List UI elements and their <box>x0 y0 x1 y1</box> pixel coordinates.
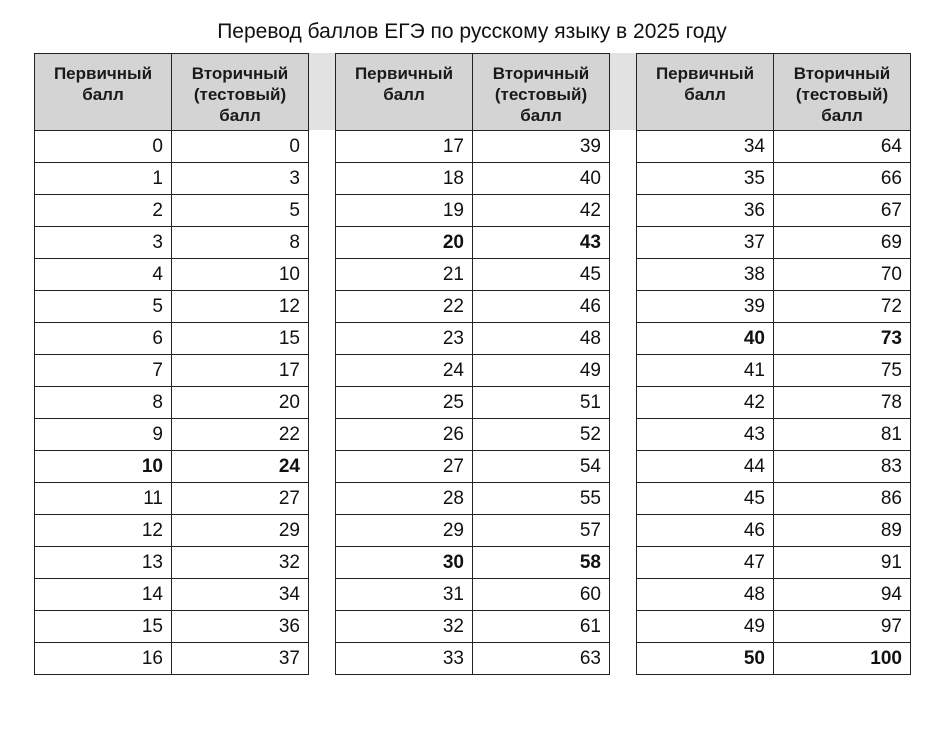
primary-score-cell: 22 <box>336 291 473 323</box>
table-row <box>637 419 911 451</box>
table-row <box>336 483 610 515</box>
table-row <box>336 579 610 611</box>
header-secondary-score <box>774 54 911 131</box>
secondary-score-cell: 94 <box>774 579 911 611</box>
secondary-score-cell: 57 <box>473 515 610 547</box>
primary-score-cell: 43 <box>637 419 774 451</box>
secondary-score-cell: 60 <box>473 579 610 611</box>
primary-score-cell: 8 <box>35 387 172 419</box>
table-row <box>637 387 911 419</box>
table-row <box>336 131 610 163</box>
primary-score-cell: 28 <box>336 483 473 515</box>
secondary-score-cell: 8 <box>172 227 309 259</box>
primary-score-cell: 48 <box>637 579 774 611</box>
secondary-score-cell: 72 <box>774 291 911 323</box>
table-row <box>637 451 911 483</box>
table-row <box>35 227 309 259</box>
secondary-score-cell: 36 <box>172 611 309 643</box>
table-header-row <box>35 54 309 131</box>
primary-score-cell: 31 <box>336 579 473 611</box>
primary-score-cell: 41 <box>637 355 774 387</box>
table-row <box>336 515 610 547</box>
secondary-score-cell: 61 <box>473 611 610 643</box>
table-row <box>637 163 911 195</box>
secondary-score-cell: 29 <box>172 515 309 547</box>
secondary-score-cell: 83 <box>774 451 911 483</box>
table-body <box>637 131 911 675</box>
header-secondary-label: Вторичный (тестовый) балл <box>492 64 590 125</box>
table-row <box>637 323 911 355</box>
table-row <box>35 195 309 227</box>
primary-score-cell: 21 <box>336 259 473 291</box>
secondary-score-cell: 81 <box>774 419 911 451</box>
header-secondary-label: Вторичный (тестовый) балл <box>191 64 289 125</box>
header-secondary-label: Вторичный (тестовый) балл <box>793 64 891 125</box>
table-row <box>637 259 911 291</box>
primary-score-cell: 34 <box>637 131 774 163</box>
table-row <box>637 131 911 163</box>
primary-score-cell: 50 <box>637 643 774 675</box>
primary-score-cell: 6 <box>35 323 172 355</box>
header-secondary-score <box>473 54 610 131</box>
header-gutter-1 <box>306 53 335 130</box>
secondary-score-cell: 45 <box>473 259 610 291</box>
secondary-score-cell: 91 <box>774 547 911 579</box>
header-primary-score <box>35 54 172 131</box>
primary-score-cell: 37 <box>637 227 774 259</box>
primary-score-cell: 4 <box>35 259 172 291</box>
secondary-score-cell: 63 <box>473 643 610 675</box>
secondary-score-cell: 70 <box>774 259 911 291</box>
primary-score-cell: 45 <box>637 483 774 515</box>
table-row <box>637 515 911 547</box>
table-row <box>35 547 309 579</box>
table-header-row <box>336 54 610 131</box>
table-row <box>637 483 911 515</box>
table-row <box>35 611 309 643</box>
header-secondary-score <box>172 54 309 131</box>
primary-score-cell: 13 <box>35 547 172 579</box>
secondary-score-cell: 20 <box>172 387 309 419</box>
secondary-score-cell: 15 <box>172 323 309 355</box>
table-row <box>637 195 911 227</box>
secondary-score-cell: 12 <box>172 291 309 323</box>
table-row <box>35 163 309 195</box>
table-row <box>35 323 309 355</box>
primary-score-cell: 40 <box>637 323 774 355</box>
page-title: Перевод баллов ЕГЭ по русскому языку в 2025 году <box>217 20 727 43</box>
secondary-score-cell: 75 <box>774 355 911 387</box>
primary-score-cell: 23 <box>336 323 473 355</box>
table-row <box>637 227 911 259</box>
table-row <box>336 547 610 579</box>
secondary-score-cell: 24 <box>172 451 309 483</box>
table-row <box>336 419 610 451</box>
table-row <box>336 643 610 675</box>
table-row <box>35 259 309 291</box>
secondary-score-cell: 46 <box>473 291 610 323</box>
table-body <box>336 131 610 675</box>
secondary-score-cell: 39 <box>473 131 610 163</box>
secondary-score-cell: 3 <box>172 163 309 195</box>
header-primary-score <box>637 54 774 131</box>
secondary-score-cell: 66 <box>774 163 911 195</box>
table-row <box>336 227 610 259</box>
primary-score-cell: 17 <box>336 131 473 163</box>
score-table-1 <box>34 53 309 675</box>
secondary-score-cell: 43 <box>473 227 610 259</box>
secondary-score-cell: 58 <box>473 547 610 579</box>
secondary-score-cell: 78 <box>774 387 911 419</box>
primary-score-cell: 42 <box>637 387 774 419</box>
secondary-score-cell: 17 <box>172 355 309 387</box>
secondary-score-cell: 49 <box>473 355 610 387</box>
primary-score-cell: 10 <box>35 451 172 483</box>
secondary-score-cell: 5 <box>172 195 309 227</box>
table-row <box>35 355 309 387</box>
header-primary-label: Первичный балл <box>354 64 454 104</box>
secondary-score-cell: 42 <box>473 195 610 227</box>
primary-score-cell: 25 <box>336 387 473 419</box>
table-row <box>35 419 309 451</box>
primary-score-cell: 44 <box>637 451 774 483</box>
primary-score-cell: 0 <box>35 131 172 163</box>
table-row <box>336 291 610 323</box>
primary-score-cell: 5 <box>35 291 172 323</box>
secondary-score-cell: 22 <box>172 419 309 451</box>
secondary-score-cell: 0 <box>172 131 309 163</box>
secondary-score-cell: 37 <box>172 643 309 675</box>
table-row <box>35 291 309 323</box>
table-row <box>336 195 610 227</box>
secondary-score-cell: 64 <box>774 131 911 163</box>
table-row <box>336 163 610 195</box>
secondary-score-cell: 100 <box>774 643 911 675</box>
primary-score-cell: 33 <box>336 643 473 675</box>
secondary-score-cell: 97 <box>774 611 911 643</box>
primary-score-cell: 38 <box>637 259 774 291</box>
score-table-3 <box>636 53 911 675</box>
table-row <box>336 323 610 355</box>
primary-score-cell: 27 <box>336 451 473 483</box>
score-table-2 <box>335 53 610 675</box>
primary-score-cell: 15 <box>35 611 172 643</box>
primary-score-cell: 30 <box>336 547 473 579</box>
primary-score-cell: 49 <box>637 611 774 643</box>
secondary-score-cell: 69 <box>774 227 911 259</box>
primary-score-cell: 35 <box>637 163 774 195</box>
secondary-score-cell: 48 <box>473 323 610 355</box>
primary-score-cell: 20 <box>336 227 473 259</box>
secondary-score-cell: 67 <box>774 195 911 227</box>
primary-score-cell: 39 <box>637 291 774 323</box>
primary-score-cell: 29 <box>336 515 473 547</box>
secondary-score-cell: 27 <box>172 483 309 515</box>
table-row <box>336 387 610 419</box>
secondary-score-cell: 51 <box>473 387 610 419</box>
primary-score-cell: 24 <box>336 355 473 387</box>
header-primary-label: Первичный балл <box>53 64 153 104</box>
primary-score-cell: 18 <box>336 163 473 195</box>
table-body <box>35 131 309 675</box>
primary-score-cell: 2 <box>35 195 172 227</box>
primary-score-cell: 47 <box>637 547 774 579</box>
table-row <box>336 611 610 643</box>
primary-score-cell: 3 <box>35 227 172 259</box>
secondary-score-cell: 10 <box>172 259 309 291</box>
primary-score-cell: 7 <box>35 355 172 387</box>
table-row <box>35 131 309 163</box>
secondary-score-cell: 34 <box>172 579 309 611</box>
table-row <box>637 547 911 579</box>
primary-score-cell: 32 <box>336 611 473 643</box>
primary-score-cell: 19 <box>336 195 473 227</box>
secondary-score-cell: 89 <box>774 515 911 547</box>
header-gutter-2 <box>608 53 637 130</box>
secondary-score-cell: 55 <box>473 483 610 515</box>
primary-score-cell: 26 <box>336 419 473 451</box>
primary-score-cell: 46 <box>637 515 774 547</box>
table-row <box>336 451 610 483</box>
table-row <box>336 259 610 291</box>
header-primary-score <box>336 54 473 131</box>
primary-score-cell: 36 <box>637 195 774 227</box>
table-row <box>35 483 309 515</box>
table-row <box>637 291 911 323</box>
table-row <box>35 387 309 419</box>
table-row <box>35 643 309 675</box>
table-row <box>35 579 309 611</box>
table-row <box>637 643 911 675</box>
table-row <box>35 451 309 483</box>
header-primary-label: Первичный балл <box>655 64 755 104</box>
primary-score-cell: 16 <box>35 643 172 675</box>
primary-score-cell: 12 <box>35 515 172 547</box>
table-header-row <box>637 54 911 131</box>
primary-score-cell: 9 <box>35 419 172 451</box>
primary-score-cell: 14 <box>35 579 172 611</box>
table-row <box>637 611 911 643</box>
table-row <box>637 355 911 387</box>
primary-score-cell: 11 <box>35 483 172 515</box>
secondary-score-cell: 32 <box>172 547 309 579</box>
table-row <box>336 355 610 387</box>
secondary-score-cell: 40 <box>473 163 610 195</box>
secondary-score-cell: 54 <box>473 451 610 483</box>
table-row <box>637 579 911 611</box>
secondary-score-cell: 73 <box>774 323 911 355</box>
secondary-score-cell: 52 <box>473 419 610 451</box>
primary-score-cell: 1 <box>35 163 172 195</box>
secondary-score-cell: 86 <box>774 483 911 515</box>
table-row <box>35 515 309 547</box>
